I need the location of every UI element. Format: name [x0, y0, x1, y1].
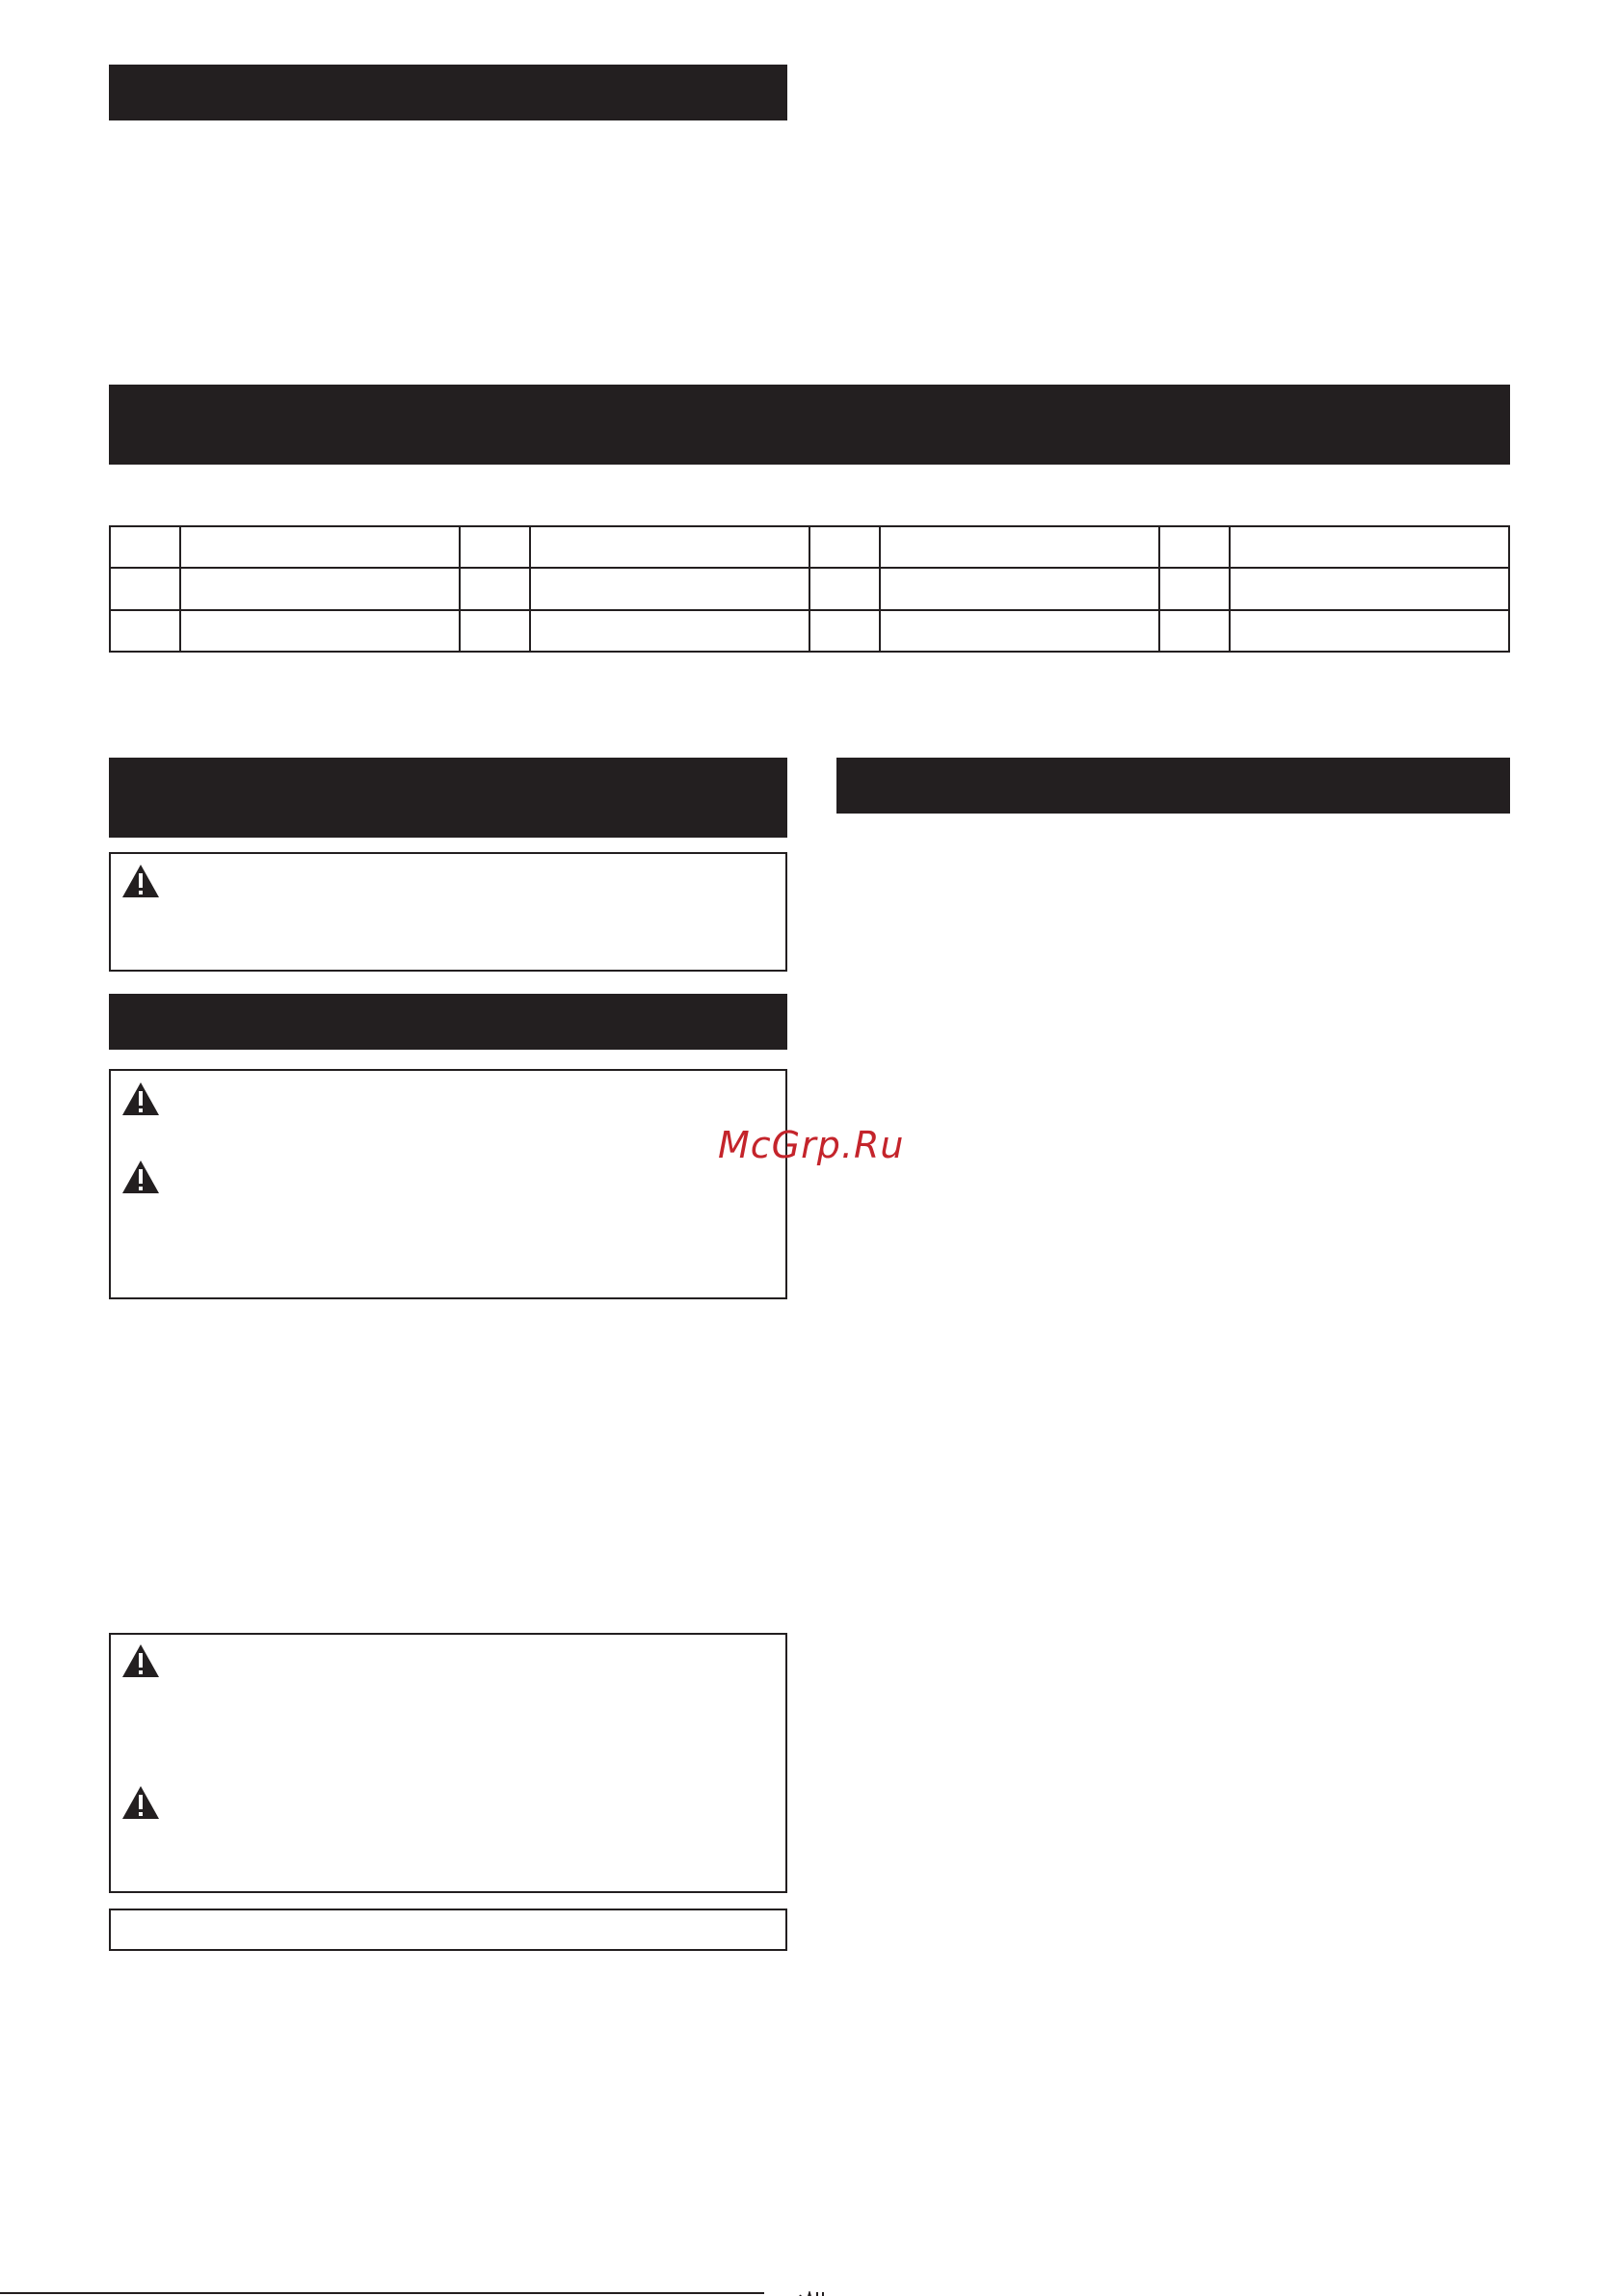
part-number-cell: [809, 610, 880, 652]
part-number-cell: [110, 526, 180, 568]
part-number-cell: [1159, 610, 1230, 652]
note-box: [109, 1909, 787, 1951]
part-number-cell: [809, 568, 880, 609]
part-name-cell: [880, 610, 1159, 652]
table-row: [110, 526, 1509, 568]
part-name-cell: [1230, 568, 1509, 609]
part-name-cell: [180, 568, 460, 609]
part-name-cell: [880, 568, 1159, 609]
part-name-cell: [1230, 610, 1509, 652]
warning-triangle-icon: [121, 1643, 160, 1678]
parts-table: [109, 525, 1510, 653]
section-heading-bar: [109, 994, 787, 1050]
part-name-cell: [530, 610, 809, 652]
part-number-cell: [1159, 526, 1230, 568]
warning-triangle-icon: [121, 1785, 160, 1820]
part-name-cell: [1230, 526, 1509, 568]
part-number-cell: [460, 610, 530, 652]
section-heading-bar: [836, 758, 1510, 814]
warning-triangle-icon: [121, 1160, 160, 1194]
part-number-cell: [110, 568, 180, 609]
table-row: [110, 568, 1509, 609]
section-heading-bar-wide: [109, 385, 1510, 465]
warning-box: [109, 1069, 787, 1299]
warning-triangle-icon: [121, 1081, 160, 1116]
warning-box: [109, 1633, 787, 1893]
part-name-cell: [530, 568, 809, 609]
part-name-cell: [880, 526, 1159, 568]
part-name-cell: [530, 526, 809, 568]
part-number-cell: [110, 610, 180, 652]
part-number-cell: [460, 568, 530, 609]
table-row: [110, 610, 1509, 652]
footer-rule: [0, 2292, 764, 2294]
section-heading-bar: [109, 758, 787, 838]
part-number-cell: [809, 526, 880, 568]
part-number-cell: [1159, 568, 1230, 609]
warning-box: [109, 852, 787, 972]
watermark-text: McGrp.Ru: [718, 1124, 905, 1166]
part-name-cell: [180, 610, 460, 652]
page-number-mark: [796, 2287, 831, 2296]
warning-triangle-icon: [121, 864, 160, 898]
section-heading-bar: [109, 65, 787, 120]
part-name-cell: [180, 526, 460, 568]
part-number-cell: [460, 526, 530, 568]
